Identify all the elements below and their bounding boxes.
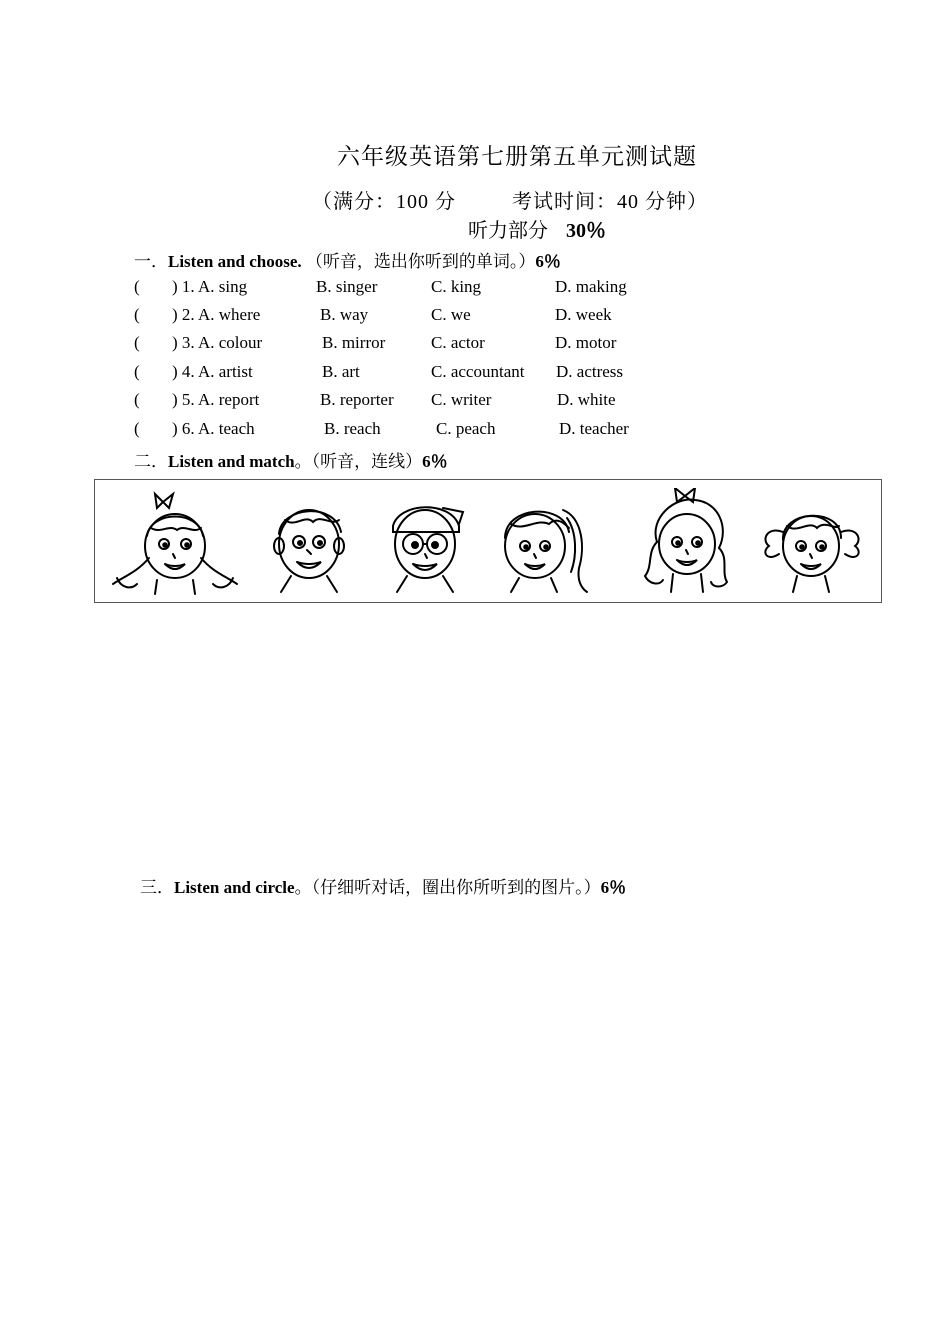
section-2-title: Listen and match <box>168 452 295 471</box>
section-3-score: 6％ <box>600 878 627 897</box>
section-1-number: 一． <box>134 252 168 271</box>
option-b: B. way <box>320 305 369 324</box>
section-3-instruction: 。（仔细听对话，圈出你所听到的图片。） <box>294 878 601 897</box>
exam-time: 考试时间：40 分钟） <box>512 191 708 213</box>
option-a: ) 5. A. report <box>172 390 260 409</box>
option-d: D. white <box>557 390 616 409</box>
part-heading <box>0 214 950 243</box>
full-score: （满分：100 分 <box>312 191 456 213</box>
option-d: D. motor <box>555 333 617 352</box>
option-a: ) 6. A. teach <box>172 419 255 438</box>
option-d: D. teacher <box>559 419 629 438</box>
section-3-number: 三． <box>140 878 174 897</box>
girl-pigtails-face[interactable] <box>757 488 867 598</box>
girl-curly-face[interactable] <box>635 488 735 598</box>
section-3-heading <box>140 873 626 898</box>
option-b: B. art <box>322 362 360 381</box>
boy-face[interactable] <box>265 488 355 598</box>
section-1-instruction: （听音，选出你听到的单词。） <box>305 252 536 271</box>
section-2-heading <box>134 447 448 472</box>
boy-glasses-face[interactable] <box>381 488 471 598</box>
option-d: D. week <box>555 305 612 324</box>
option-a: ) 1. A. sing <box>172 277 248 296</box>
part-percent: 30％ <box>566 220 606 242</box>
section-2-instruction: 。（听音，连线） <box>294 452 423 471</box>
girl-ponytail-face[interactable] <box>493 488 593 598</box>
section-1-heading <box>134 247 561 272</box>
option-c: C. we <box>431 305 471 324</box>
option-c: C. writer <box>431 390 492 409</box>
answer-paren[interactable]: ( <box>134 277 140 296</box>
girl-braids-face[interactable] <box>107 488 243 598</box>
answer-paren[interactable]: ( <box>134 419 140 438</box>
option-c: C. actor <box>431 333 485 352</box>
faces-picture-box <box>94 479 882 603</box>
option-a: ) 4. A. artist <box>172 362 253 381</box>
option-d: D. making <box>555 277 627 296</box>
option-b: B. singer <box>316 277 378 296</box>
option-b: B. mirror <box>322 333 386 352</box>
option-a: ) 3. A. colour <box>172 333 263 352</box>
option-c: C. accountant <box>431 362 525 381</box>
section-3-title: Listen and circle <box>174 878 295 897</box>
page-title: 六年级英语第七册第五单元测试题 <box>337 144 697 170</box>
option-c: C. king <box>431 277 482 296</box>
option-a: ) 2. A. where <box>172 305 261 324</box>
answer-paren[interactable]: ( <box>134 305 140 324</box>
exam-info <box>312 185 708 214</box>
answer-paren[interactable]: ( <box>134 390 140 409</box>
section-1-title: Listen and choose. <box>168 252 302 271</box>
option-b: B. reporter <box>320 390 394 409</box>
option-d: D. actress <box>556 362 624 381</box>
answer-paren[interactable]: ( <box>134 362 140 381</box>
option-b: B. reach <box>324 419 381 438</box>
section-2-number: 二． <box>134 452 168 471</box>
option-c: C. peach <box>436 419 496 438</box>
part-label: 听力部分 <box>468 218 548 242</box>
answer-paren[interactable]: ( <box>134 333 140 352</box>
section-2-score: 6％ <box>422 452 448 471</box>
section-1-score: 6％ <box>535 252 561 271</box>
